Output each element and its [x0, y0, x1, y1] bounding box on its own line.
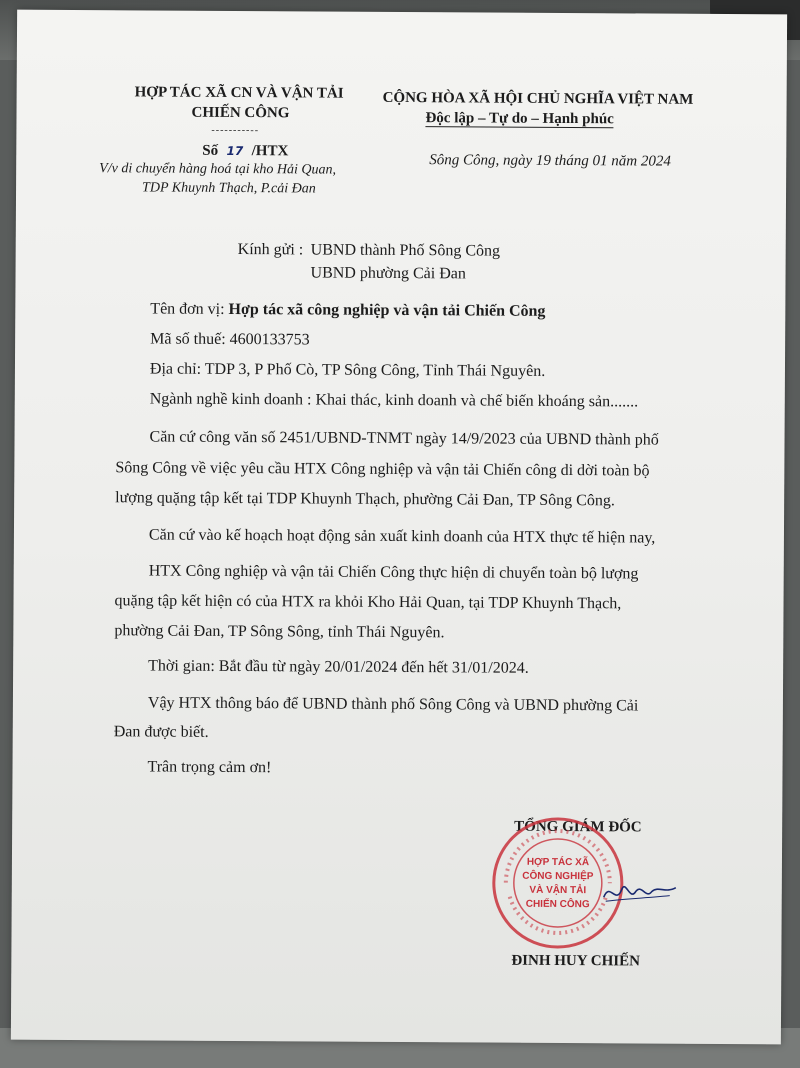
- recipient-line1: UBND thành Phố Sông Công: [310, 241, 501, 260]
- subject-line2: TDP Khuynh Thạch, P.cải Đan: [142, 180, 316, 197]
- org-name-line1: HỢP TÁC XÃ CN VÀ VẬN TẢI: [134, 84, 344, 102]
- stamp-text-line1: HỢP TÁC XÃ: [526, 856, 590, 869]
- handwritten-number: 17: [226, 143, 244, 159]
- paragraph5-line2: Đan được biết.: [113, 723, 209, 741]
- paragraph2: Căn cứ vào kế hoạch hoạt động sản xuất kinh doanh của HTX thực tế hiện nay,: [148, 526, 656, 547]
- address: Địa chỉ: TDP 3, P Phố Cò, TP Sông Công, Tỉnh Thái Nguyên.: [149, 360, 546, 380]
- stamp-text-line4: CHIẾN CÔNG: [525, 898, 590, 911]
- unit-name: [150, 300, 545, 320]
- unit-name-label: Tên đơn vị:: [150, 300, 225, 318]
- org-divider: -----------: [211, 124, 260, 137]
- document-number: [202, 143, 288, 161]
- tax-code: Mã số thuế: 4600133753: [150, 330, 310, 349]
- closing-thanks: Trân trọng cảm ơn!: [147, 758, 272, 777]
- number-prefix: Số: [202, 142, 219, 159]
- handwritten-signature: [600, 871, 680, 911]
- document-page: [11, 10, 787, 1045]
- paragraph4: Thời gian: Bắt đầu từ ngày 20/01/2024 đến hết 31/01/2024.: [148, 657, 529, 677]
- org-name-line2: CHIẾN CÔNG: [191, 104, 290, 122]
- paragraph3-line2: quặng tập kết hiện có của HTX ra khỏi Kho Hải Quan, tại TDP Khuynh Thạch,: [114, 592, 622, 613]
- paragraph1-line1: Căn cứ công văn số 2451/UBND-TNMT ngày 14/9/2023 của UBND thành phố: [149, 428, 659, 449]
- paragraph1-line2: Sông Công về việc yêu cầu HTX Công nghiệp và vận tải Chiến công di dời toàn bộ: [115, 459, 650, 480]
- stamp-text-line2: CÔNG NGHIỆP: [522, 870, 594, 883]
- recipient-label: Kính gửi :: [237, 241, 304, 259]
- document-date: Sông Công, ngày 19 tháng 01 năm 2024: [429, 152, 671, 170]
- subject-line1: V/v di chuyển hàng hoá tại kho Hải Quan,: [99, 161, 337, 178]
- stamp-text-line3: VÀ VẬN TẢI: [529, 884, 587, 897]
- national-motto: Độc lập – Tự do – Hạnh phúc: [425, 110, 614, 128]
- paragraph3-line1: HTX Công nghiệp và vận tải Chiến Công thực hiện di chuyển toàn bộ lượng: [148, 562, 639, 583]
- national-title: CỘNG HÒA XÃ HỘI CHỦ NGHĨA VIỆT NAM: [382, 89, 694, 108]
- business-line: Ngành nghề kinh doanh : Khai thác, kinh doanh và chế biến khoáng sản.......: [149, 390, 639, 411]
- paragraph3-line3: phường Cải Đan, TP Sông Sông, tỉnh Thái Nguyên.: [114, 622, 445, 642]
- recipient-line2: UBND phường Cải Đan: [310, 264, 466, 283]
- number-suffix: /HTX: [251, 143, 289, 160]
- paragraph1-line3: lượng quặng tập kết tại TDP Khuynh Thạch, phường Cải Đan, TP Sông Công.: [115, 489, 615, 510]
- paragraph5-line1: Vậy HTX thông báo để UBND thành phố Sông Công và UBND phường Cải: [147, 694, 639, 715]
- signatory-title: TỔNG GIÁM ĐỐC: [514, 818, 642, 836]
- unit-name-value: Hợp tác xã công nghiệp và vận tải Chiến Công: [228, 300, 546, 320]
- signatory-name: ĐINH HUY CHIẾN: [511, 952, 641, 970]
